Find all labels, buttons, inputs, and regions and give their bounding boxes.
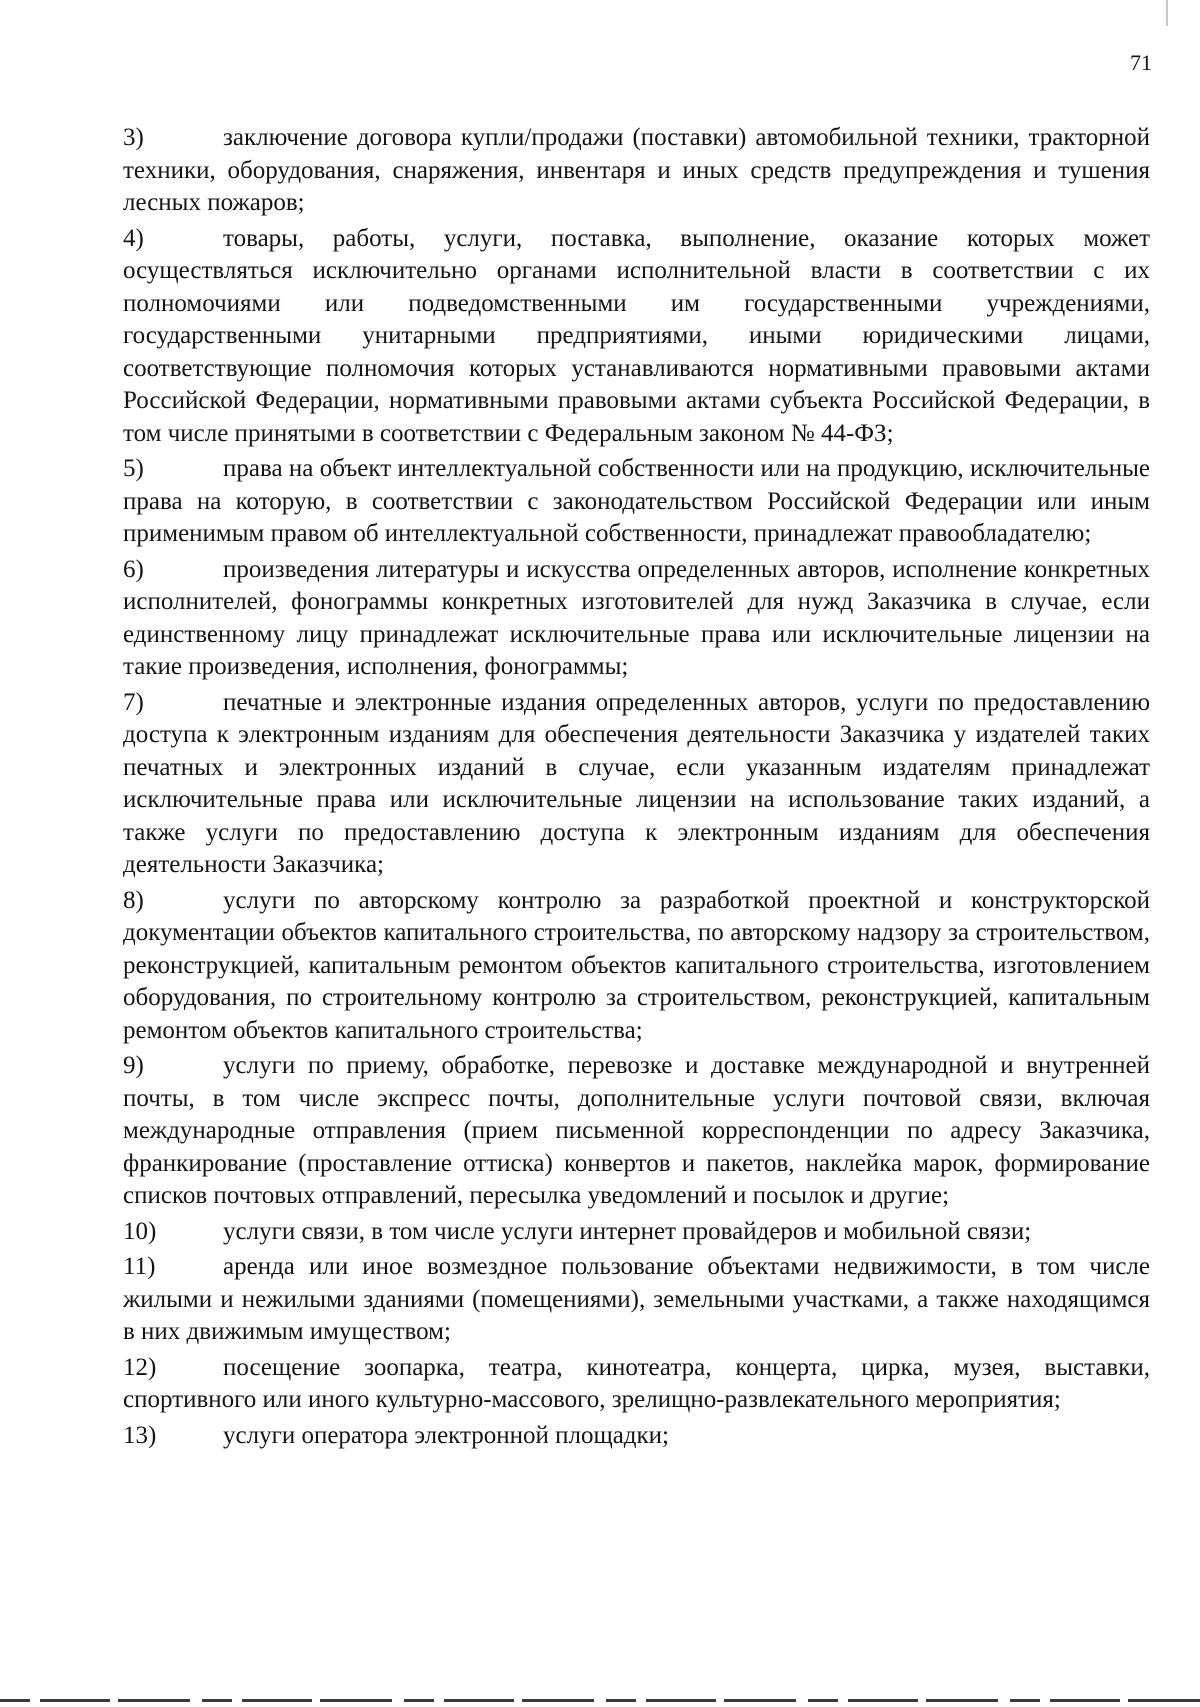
list-item	[123, 1251, 1150, 1349]
item-number: 13)	[123, 1421, 157, 1449]
item-number: 3)	[123, 124, 144, 151]
item-text: услуги оператора электронной площадки;	[223, 1421, 669, 1449]
item-number: 12)	[123, 1353, 157, 1381]
list-item	[123, 1420, 1150, 1453]
list-item	[123, 1216, 1150, 1249]
list-item	[123, 885, 1150, 1048]
document-body	[123, 122, 1150, 1455]
list-item	[123, 687, 1150, 882]
item-text: права на объект интеллектуальной собственности или на продукцию, исключительные права на которую, в соответствии с законодательством Российской Федерации или иным применимым правом об интеллектуальной собственности, принадлежат правообладателю;	[123, 455, 1150, 547]
item-text: услуги по авторскому контролю за разработкой проектной и конструкторской документации объектов капитального строительства, по авторскому надзору за строительством, реконструкцией, капитальным ремонтом объектов капитального строительства, изготовлением оборудования, по строительному контролю за строительством, реконструкцией, капитальным ремонтом объектов капитального строительства;	[123, 886, 1150, 1044]
item-number: 7)	[123, 688, 144, 716]
scan-edge-mark	[1166, 0, 1168, 26]
page-number: 71	[1130, 50, 1152, 75]
item-text: печатные и электронные издания определенных авторов, услуги по предоставлению доступа к электронным изданиям для обеспечения деятельности Заказчика у издателей таких печатных и электронных изданий в случае, если указанным издателям принадлежат исключительные права или исключительные лицензии на использование таких изданий, а также услуги по предоставлению доступа к электронным изданиям для обеспечения деятельности Заказчика;	[123, 688, 1150, 878]
item-text: произведения литературы и искусства определенных авторов, исполнение конкретных исполнителей, фонограммы конкретных изготовителей для нужд Заказчика в случае, если единственному лицу принадлежат исключительные права или исключительные лицензии на такие произведения, исполнения, фонограммы;	[123, 555, 1150, 680]
item-number: 10)	[123, 1217, 157, 1245]
list-item	[123, 223, 1150, 451]
item-text: аренда или иное возмездное пользование объектами недвижимости, в том числе жилыми и нежилыми зданиями (помещениями), земельными участками, а также находящимся в них движимым имуществом;	[123, 1253, 1150, 1345]
item-text: товары, работы, услуги, поставка, выполнение, оказание которых может осуществляться исключительно органами исполнительной власти в соответствии с их полномочиями или подведомственными им государственными учреждениями, государственными унитарными предприятиями, иными юридическими лицами, соответствующие полномочия которых устанавливаются нормативными правовыми актами Российской Федерации, нормативными правовыми актами субъекта Российской Федерации, в том числе принятыми в соответствии с Федеральным законом № 44-ФЗ;	[123, 224, 1150, 447]
scan-bottom-edge	[0, 1699, 1200, 1702]
list-item	[123, 1050, 1150, 1213]
item-text: услуги по приему, обработке, перевозке и доставке международной и внутренней почты, в том числе экспресс почты, дополнительные услуги почтовой связи, включая международные отправления (прием письменной корреспонденции по адресу Заказчика, франкирование (проставление оттиска) конвертов и пакетов, наклейка марок, формирование списков почтовых отправлений, пересылка уведомлений и посылок и другие;	[123, 1052, 1150, 1209]
item-text: заключение договора купли/продажи (поставки) автомобильной техники, тракторной техники, оборудования, снаряжения, инвентаря и иных средств предупреждения и тушения лесных пожаров;	[123, 124, 1150, 216]
item-text: услуги связи, в том числе услуги интернет провайдеров и мобильной связи;	[223, 1217, 1032, 1245]
list-item	[123, 453, 1150, 551]
item-text: посещение зоопарка, театра, кинотеатра, концерта, цирка, музея, выставки, спортивного или иного культурно-массового, зрелищно-развлекательного мероприятия;	[123, 1353, 1150, 1413]
list-item	[123, 554, 1150, 684]
item-number: 9)	[123, 1052, 144, 1079]
list-item	[123, 122, 1150, 220]
list-item	[123, 1352, 1150, 1417]
item-number: 8)	[123, 886, 144, 914]
item-number: 11)	[123, 1253, 156, 1280]
item-number: 5)	[123, 455, 144, 482]
item-number: 6)	[123, 555, 144, 583]
item-number: 4)	[123, 224, 144, 252]
